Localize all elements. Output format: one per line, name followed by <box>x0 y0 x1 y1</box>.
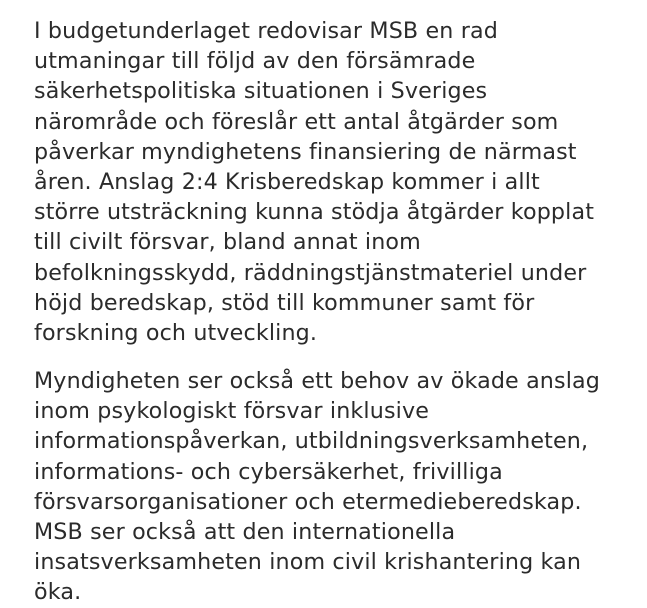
text-line: höjd beredskap, stöd till kommuner samt för <box>34 289 535 316</box>
text-line: insatsverksamheten inom civil krishantering kan <box>34 549 582 576</box>
text-line: öka. <box>34 579 82 606</box>
text-line: större utsträckning kunna stödja åtgärder kopplat <box>34 199 595 226</box>
text-line: till civilt försvar, bland annat inom <box>34 229 421 256</box>
text-line: informationspåverkan, utbildningsverksamheten, <box>34 428 589 455</box>
text-line: säkerhetspolitiska situationen i Sveriges <box>34 78 488 105</box>
text-line: utmaningar till följd av den försämrade <box>34 48 476 75</box>
text-line: forskning och utveckling. <box>34 320 318 347</box>
text-line: befolkningsskydd, räddningstjänstmateriel under <box>34 259 587 286</box>
paragraph-needs <box>34 366 642 608</box>
paragraph-budget <box>34 16 642 348</box>
text-line: I budgetunderlaget redovisar MSB en rad <box>34 18 498 44</box>
text-line: MSB ser också att den internationella <box>34 519 456 546</box>
text-line: närområde och föreslår ett antal åtgärder som <box>34 108 559 135</box>
text-line: informations- och cybersäkerhet, frivilliga <box>34 458 503 485</box>
text-line: inom psykologiskt försvar inklusive <box>34 398 430 425</box>
text-line: Myndigheten ser också ett behov av ökade anslag <box>34 368 601 394</box>
text-line: påverkar myndighetens finansiering de närmast <box>34 138 577 165</box>
text-line: åren. Anslag 2:4 Krisberedskap kommer i allt <box>34 169 540 196</box>
text-line: försvarsorganisationer och etermedieberedskap. <box>34 488 582 515</box>
